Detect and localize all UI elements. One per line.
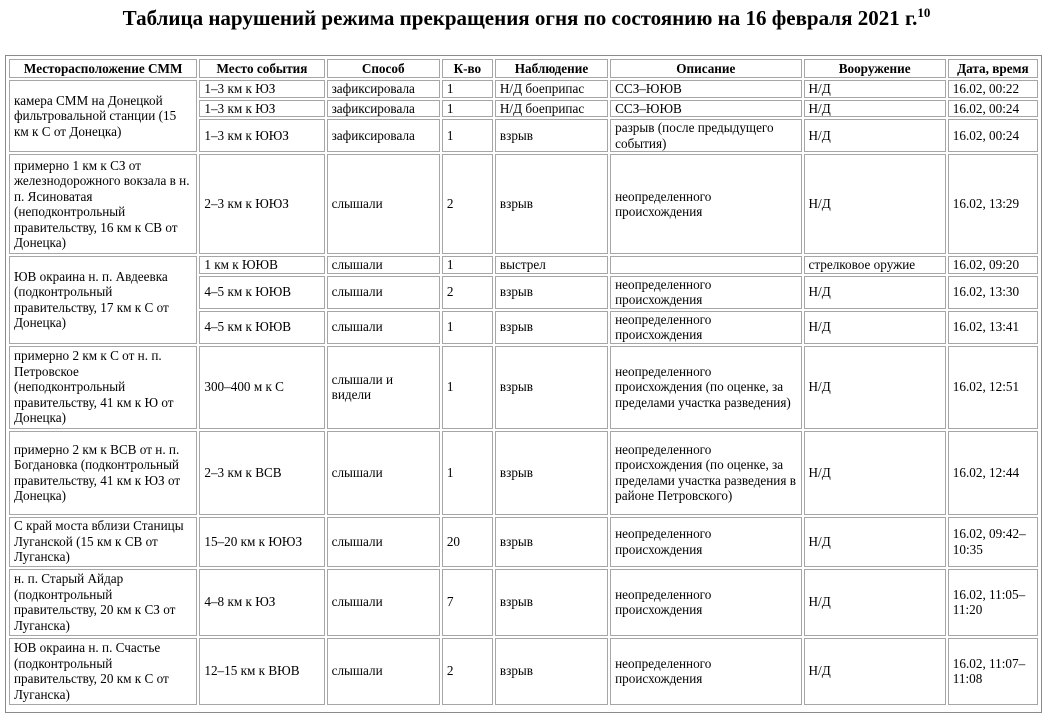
datetime-cell: 16.02, 12:44 — [948, 431, 1038, 515]
observation-cell: Н/Д боеприпас — [495, 80, 608, 98]
count-cell: 20 — [442, 517, 493, 567]
place-cell: 12–15 км к ВЮВ — [199, 638, 324, 705]
description-cell: неопределенного происхождения — [610, 569, 801, 636]
datetime-cell: 16.02, 00:24 — [948, 119, 1038, 152]
header-datetime: Дата, время — [948, 59, 1038, 78]
place-cell: 2–3 км к ЮЮЗ — [199, 154, 324, 254]
method-cell: слышали — [327, 311, 440, 344]
method-cell: слышали — [327, 569, 440, 636]
datetime-cell: 16.02, 09:20 — [948, 256, 1038, 274]
header-location: Месторасположение СММ — [9, 59, 197, 78]
datetime-cell: 16.02, 12:51 — [948, 346, 1038, 429]
description-cell: неопределенного происхождения — [610, 154, 801, 254]
weapon-cell: Н/Д — [804, 517, 946, 567]
observation-cell: взрыв — [495, 431, 608, 515]
datetime-cell: 16.02, 13:29 — [948, 154, 1038, 254]
place-cell: 1–3 км к ЮЮЗ — [199, 119, 324, 152]
observation-cell: взрыв — [495, 276, 608, 309]
count-cell: 1 — [442, 311, 493, 344]
count-cell: 2 — [442, 154, 493, 254]
table-row — [9, 638, 1038, 705]
count-cell: 1 — [442, 346, 493, 429]
datetime-cell: 16.02, 11:07–11:08 — [948, 638, 1038, 705]
weapon-cell: Н/Д — [804, 119, 946, 152]
weapon-cell: Н/Д — [804, 276, 946, 309]
weapon-cell: Н/Д — [804, 431, 946, 515]
weapon-cell: Н/Д — [804, 311, 946, 344]
table-row — [9, 256, 1038, 274]
weapon-cell: стрелковое оружие — [804, 256, 946, 274]
observation-cell: взрыв — [495, 154, 608, 254]
weapon-cell: Н/Д — [804, 569, 946, 636]
observation-cell: взрыв — [495, 569, 608, 636]
page-title — [0, 4, 1053, 32]
weapon-cell: Н/Д — [804, 154, 946, 254]
description-cell: ССЗ–ЮЮВ — [610, 80, 801, 98]
place-cell: 15–20 км к ЮЮЗ — [199, 517, 324, 567]
table-row — [9, 517, 1038, 567]
description-cell — [610, 256, 801, 274]
method-cell: слышали — [327, 638, 440, 705]
weapon-cell: Н/Д — [804, 100, 946, 118]
location-cell: примерно 2 км к С от н. п. Петровское (неподконтрольный правительству, 41 км к Ю от Донецка) — [9, 346, 197, 429]
description-cell: разрыв (после предыдущего события) — [610, 119, 801, 152]
violations-table — [7, 57, 1040, 707]
title-text: Таблица нарушений режима прекращения огня по состоянию на 16 февраля 2021 г. — [122, 6, 918, 30]
count-cell: 7 — [442, 569, 493, 636]
weapon-cell: Н/Д — [804, 638, 946, 705]
place-cell: 4–5 км к ЮЮВ — [199, 276, 324, 309]
method-cell: слышали — [327, 517, 440, 567]
description-cell: неопределенного происхождения — [610, 517, 801, 567]
place-cell: 4–5 км к ЮЮВ — [199, 311, 324, 344]
method-cell: слышали — [327, 154, 440, 254]
count-cell: 1 — [442, 119, 493, 152]
table-row — [9, 431, 1038, 515]
table-row — [9, 80, 1038, 98]
location-cell: камера СММ на Донецкой фильтровальной станции (15 км к С от Донецка) — [9, 80, 197, 152]
description-cell: неопределенного происхождения (по оценке, за пределами участка разведения в районе Петровского) — [610, 431, 801, 515]
count-cell: 1 — [442, 256, 493, 274]
method-cell: зафиксировала — [327, 80, 440, 98]
weapon-cell: Н/Д — [804, 80, 946, 98]
datetime-cell: 16.02, 00:22 — [948, 80, 1038, 98]
header-weapon: Вооружение — [804, 59, 946, 78]
description-cell: ССЗ–ЮЮВ — [610, 100, 801, 118]
table-row — [9, 569, 1038, 636]
observation-cell: взрыв — [495, 517, 608, 567]
count-cell: 2 — [442, 276, 493, 309]
method-cell: слышали — [327, 276, 440, 309]
count-cell: 1 — [442, 100, 493, 118]
description-cell: неопределенного происхождения (по оценке, за пределами участка разведения) — [610, 346, 801, 429]
observation-cell: выстрел — [495, 256, 608, 274]
description-cell: неопределенного происхождения — [610, 276, 801, 309]
observation-cell: взрыв — [495, 119, 608, 152]
observation-cell: взрыв — [495, 311, 608, 344]
title-footnote-ref: 10 — [917, 5, 931, 20]
description-cell: неопределенного происхождения — [610, 638, 801, 705]
location-cell: н. п. Старый Айдар (подконтрольный правительству, 20 км к СЗ от Луганска) — [9, 569, 197, 636]
weapon-cell: Н/Д — [804, 346, 946, 429]
place-cell: 2–3 км к ВСВ — [199, 431, 324, 515]
location-cell: С край моста вблизи Станицы Луганской (15 км к СВ от Луганска) — [9, 517, 197, 567]
observation-cell: Н/Д боеприпас — [495, 100, 608, 118]
method-cell: слышали и видели — [327, 346, 440, 429]
location-cell: ЮВ окраина н. п. Авдеевка (подконтрольный правительству, 17 км к С от Донецка) — [9, 256, 197, 344]
method-cell: слышали — [327, 256, 440, 274]
datetime-cell: 16.02, 00:24 — [948, 100, 1038, 118]
count-cell: 2 — [442, 638, 493, 705]
observation-cell: взрыв — [495, 638, 608, 705]
location-cell: ЮВ окраина н. п. Счастье (подконтрольный правительству, 20 км к С от Луганска) — [9, 638, 197, 705]
header-observation: Наблюдение — [495, 59, 608, 78]
header-method: Способ — [327, 59, 440, 78]
datetime-cell: 16.02, 13:41 — [948, 311, 1038, 344]
observation-cell: взрыв — [495, 346, 608, 429]
location-cell: примерно 2 км к ВСВ от н. п. Богдановка (подконтрольный правительству, 41 км к ЮЗ от Донецка) — [9, 431, 197, 515]
method-cell: зафиксировала — [327, 100, 440, 118]
description-cell: неопределенного происхождения — [610, 311, 801, 344]
header-description: Описание — [610, 59, 801, 78]
count-cell: 1 — [442, 431, 493, 515]
table-row — [9, 154, 1038, 254]
table-row — [9, 346, 1038, 429]
datetime-cell: 16.02, 13:30 — [948, 276, 1038, 309]
header-count: К-во — [442, 59, 493, 78]
datetime-cell: 16.02, 11:05–11:20 — [948, 569, 1038, 636]
table-header-row — [9, 59, 1038, 78]
place-cell: 4–8 км к ЮЗ — [199, 569, 324, 636]
location-cell: примерно 1 км к СЗ от железнодорожного вокзала в н. п. Ясиноватая (неподконтрольный правительству, 16 км к СВ от Донецка) — [9, 154, 197, 254]
place-cell: 300–400 м к С — [199, 346, 324, 429]
place-cell: 1 км к ЮЮВ — [199, 256, 324, 274]
count-cell: 1 — [442, 80, 493, 98]
place-cell: 1–3 км к ЮЗ — [199, 100, 324, 118]
header-place: Место события — [199, 59, 324, 78]
method-cell: слышали — [327, 431, 440, 515]
datetime-cell: 16.02, 09:42–10:35 — [948, 517, 1038, 567]
place-cell: 1–3 км к ЮЗ — [199, 80, 324, 98]
method-cell: зафиксировала — [327, 119, 440, 152]
